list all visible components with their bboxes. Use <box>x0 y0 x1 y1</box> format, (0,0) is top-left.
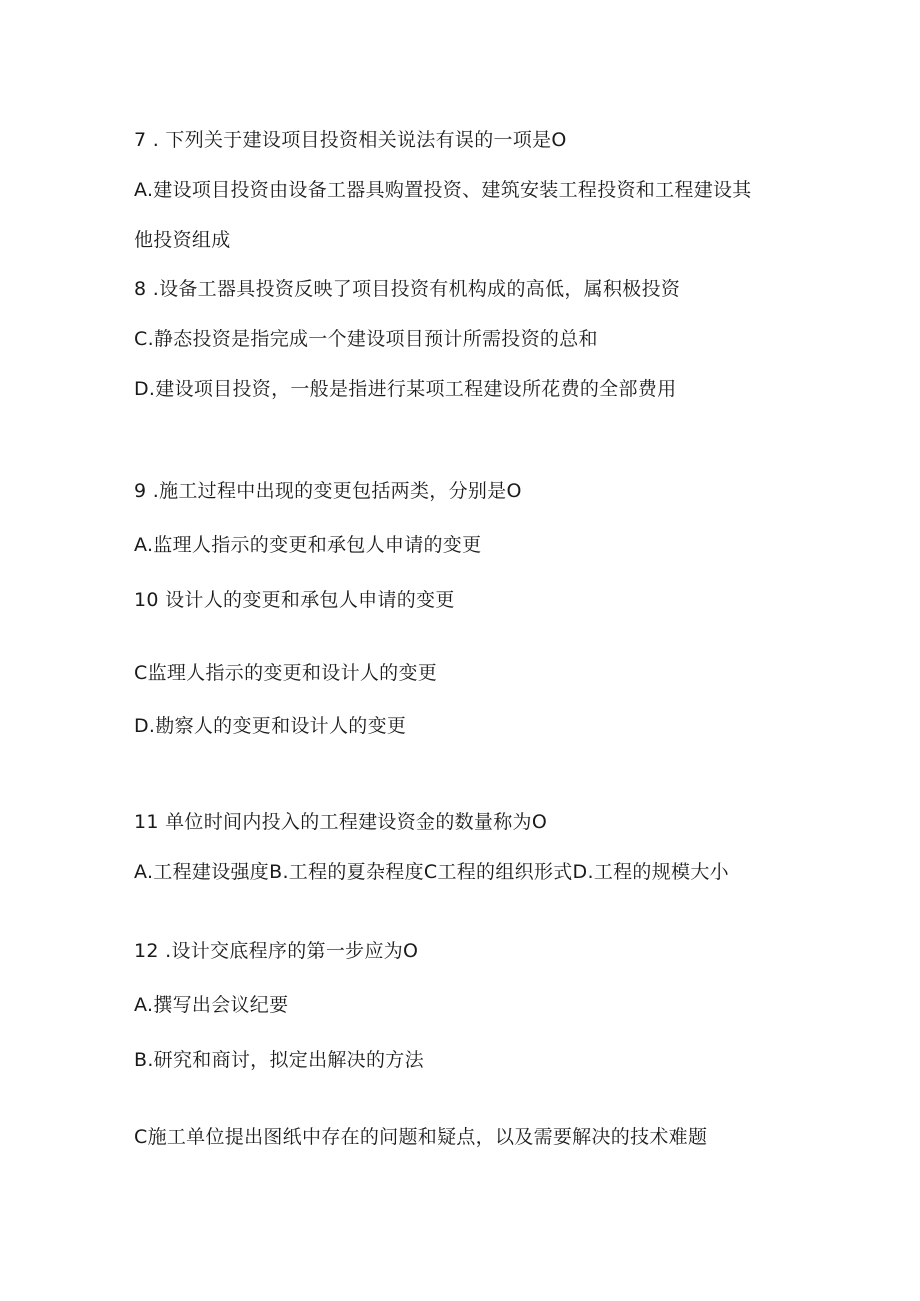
question-9: 9 .施工过程中出现的变更包括两类，分别是O <box>134 480 522 502</box>
question-11: 11 单位时间内投入的工程建设资金的数量称为O <box>134 811 548 833</box>
option-c: C施工单位提出图纸中存在的问题和疑点，以及需要解决的技术难题 <box>134 1126 708 1148</box>
option-a: A.撰写出会议纪要 <box>134 994 289 1016</box>
option-c: C.静态投资是指完成一个建设项目预计所需投资的总和 <box>134 328 598 350</box>
option-a: A.建设项目投资由设备工器具购置投资、建筑安装工程投资和工程建设其 <box>134 179 752 201</box>
question-8: 8 .设备工器具投资反映了项目投资有机构成的高低，属积极投资 <box>134 278 681 300</box>
option-b: B.研究和商讨，拟定出解决的方法 <box>134 1049 424 1071</box>
question-10: 10 设计人的变更和承包人申请的变更 <box>134 589 455 611</box>
question-12: 12 .设计交底程序的第一步应为O <box>134 940 419 962</box>
option-d: D.建设项目投资，一般是指进行某项工程建设所花费的全部费用 <box>134 378 677 400</box>
option-c: C监理人指示的变更和设计人的变更 <box>134 662 438 684</box>
option-a: A.监理人指示的变更和承包人申请的变更 <box>134 534 482 556</box>
option-d: D.勘察人的变更和设计人的变更 <box>134 715 407 737</box>
option-a-continued: 他投资组成 <box>134 229 231 251</box>
options-inline: A.工程建设强度B.工程的夏杂程度C工程的组织形式D.工程的规模大小 <box>134 861 729 883</box>
question-7: 7 . 下列关于建设项目投资相关说法有误的一项是O <box>134 129 567 151</box>
